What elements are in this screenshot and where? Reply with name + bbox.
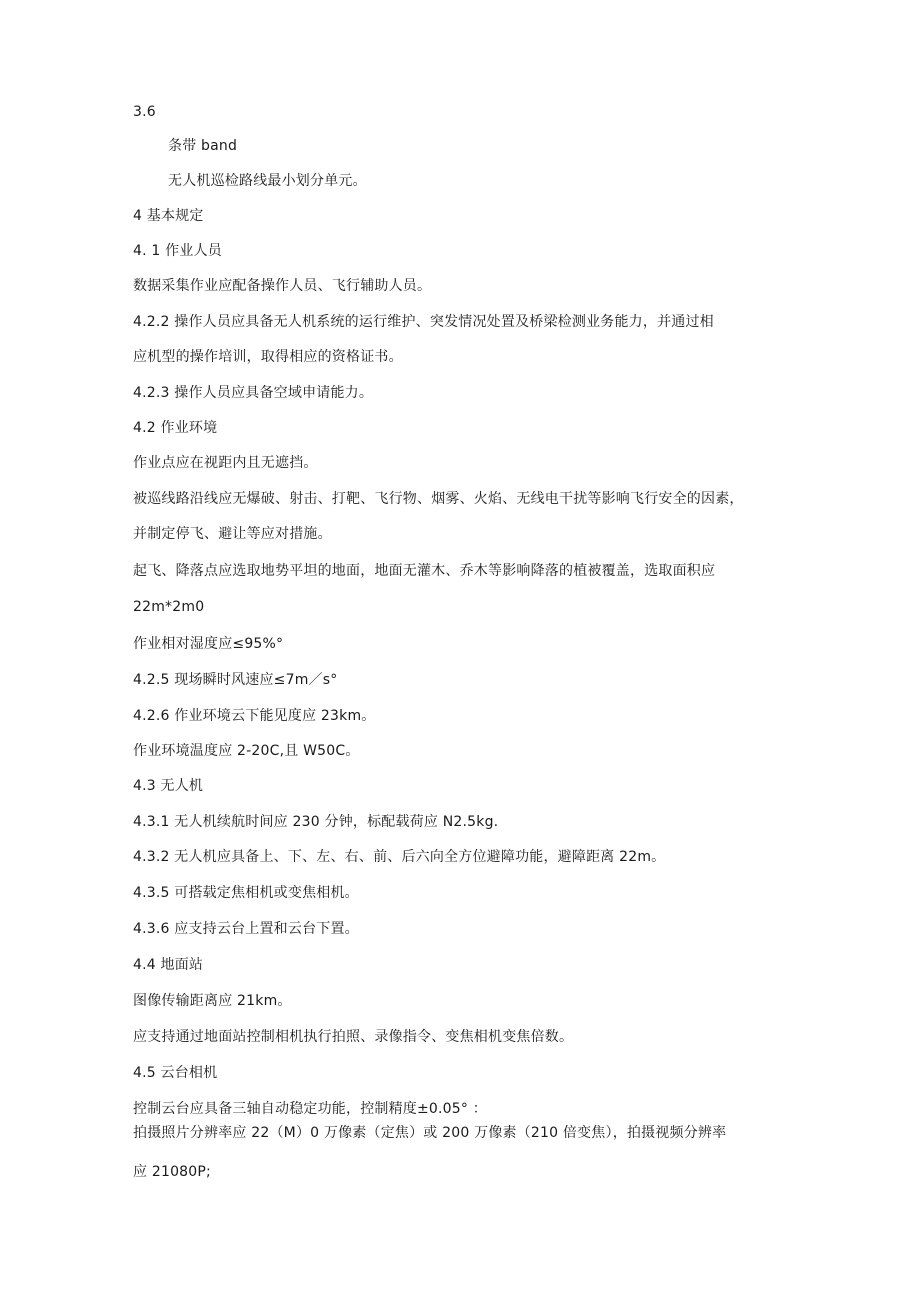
paragraph: 图像传输距离应 21km。 <box>133 993 292 1009</box>
paragraph: 数据采集作业应配备操作人员、飞行辅助人员。 <box>133 278 432 294</box>
paragraph: 应支持通过地面站控制相机执行拍照、录像指令、变焦相机变焦倍数。 <box>133 1029 574 1045</box>
clause-4-2-6: 4.2.6 作业环境云下能见度应 23km。 <box>133 708 376 724</box>
clause-4-3-1: 4.3.1 无人机续航时间应 230 分钟，标配载荷应 N2.5kg. <box>133 814 499 830</box>
clause-4-2-3: 4.2.3 操作人员应具备空域申请能力。 <box>133 385 374 401</box>
clause-4-2-2: 4.2.2 操作人员应具备无人机系统的运行维护、突发情况处置及桥梁检测业务能力，并通过相 <box>133 314 714 330</box>
clause-4-3-6: 4.3.6 应支持云台上置和云台下置。 <box>133 921 359 937</box>
term-title-band: 条带 band <box>168 138 238 154</box>
paragraph: 作业环境温度应 2-20C,且 W50C。 <box>133 743 360 759</box>
subsection-heading-4-1: 4. 1 作业人员 <box>133 243 222 259</box>
clause-number-3-6: 3.6 <box>133 104 156 120</box>
paragraph-continued: 22m*2m0 <box>133 599 205 615</box>
paragraph: 作业相对湿度应≤95%° <box>133 636 284 652</box>
paragraph-continued: 应 21080P; <box>133 1164 211 1180</box>
paragraph: 拍摄照片分辨率应 22（M）0 万像素（定焦）或 200 万像素（210 倍变焦），拍摄视频分辨率 <box>133 1125 727 1141</box>
subsection-heading-4-4: 4.4 地面站 <box>133 957 204 973</box>
paragraph: 起飞、降落点应选取地势平坦的地面，地面无灌木、乔木等影响降落的植被覆盖，选取面积应 <box>133 563 716 579</box>
clause-4-2-2-continued: 应机型的操作培训，取得相应的资格证书。 <box>133 349 403 365</box>
clause-4-2-5: 4.2.5 现场瞬时风速应≤7m／s° <box>133 672 338 688</box>
subsection-heading-4-2: 4.2 作业环境 <box>133 420 218 436</box>
clause-4-3-5: 4.3.5 可搭载定焦相机或变焦相机。 <box>133 885 359 901</box>
paragraph: 作业点应在视距内且无遮挡。 <box>133 455 318 471</box>
paragraph-continued: 并制定停飞、避让等应对措施。 <box>133 526 332 542</box>
section-heading-4: 4 基本规定 <box>133 208 204 224</box>
subsection-heading-4-3: 4.3 无人机 <box>133 778 204 794</box>
term-definition: 无人机巡检路线最小划分单元。 <box>168 173 367 189</box>
clause-4-3-2: 4.3.2 无人机应具备上、下、左、右、前、后六向全方位避障功能，避障距离 22m。 <box>133 849 666 865</box>
paragraph: 被巡线路沿线应无爆破、射击、打靶、飞行物、烟雾、火焰、无线电干扰等影响飞行安全的因素， <box>133 491 744 507</box>
subsection-heading-4-5: 4.5 云台相机 <box>133 1065 218 1081</box>
paragraph: 控制云台应具备三轴自动稳定功能，控制精度±0.05° ： <box>133 1101 487 1117</box>
